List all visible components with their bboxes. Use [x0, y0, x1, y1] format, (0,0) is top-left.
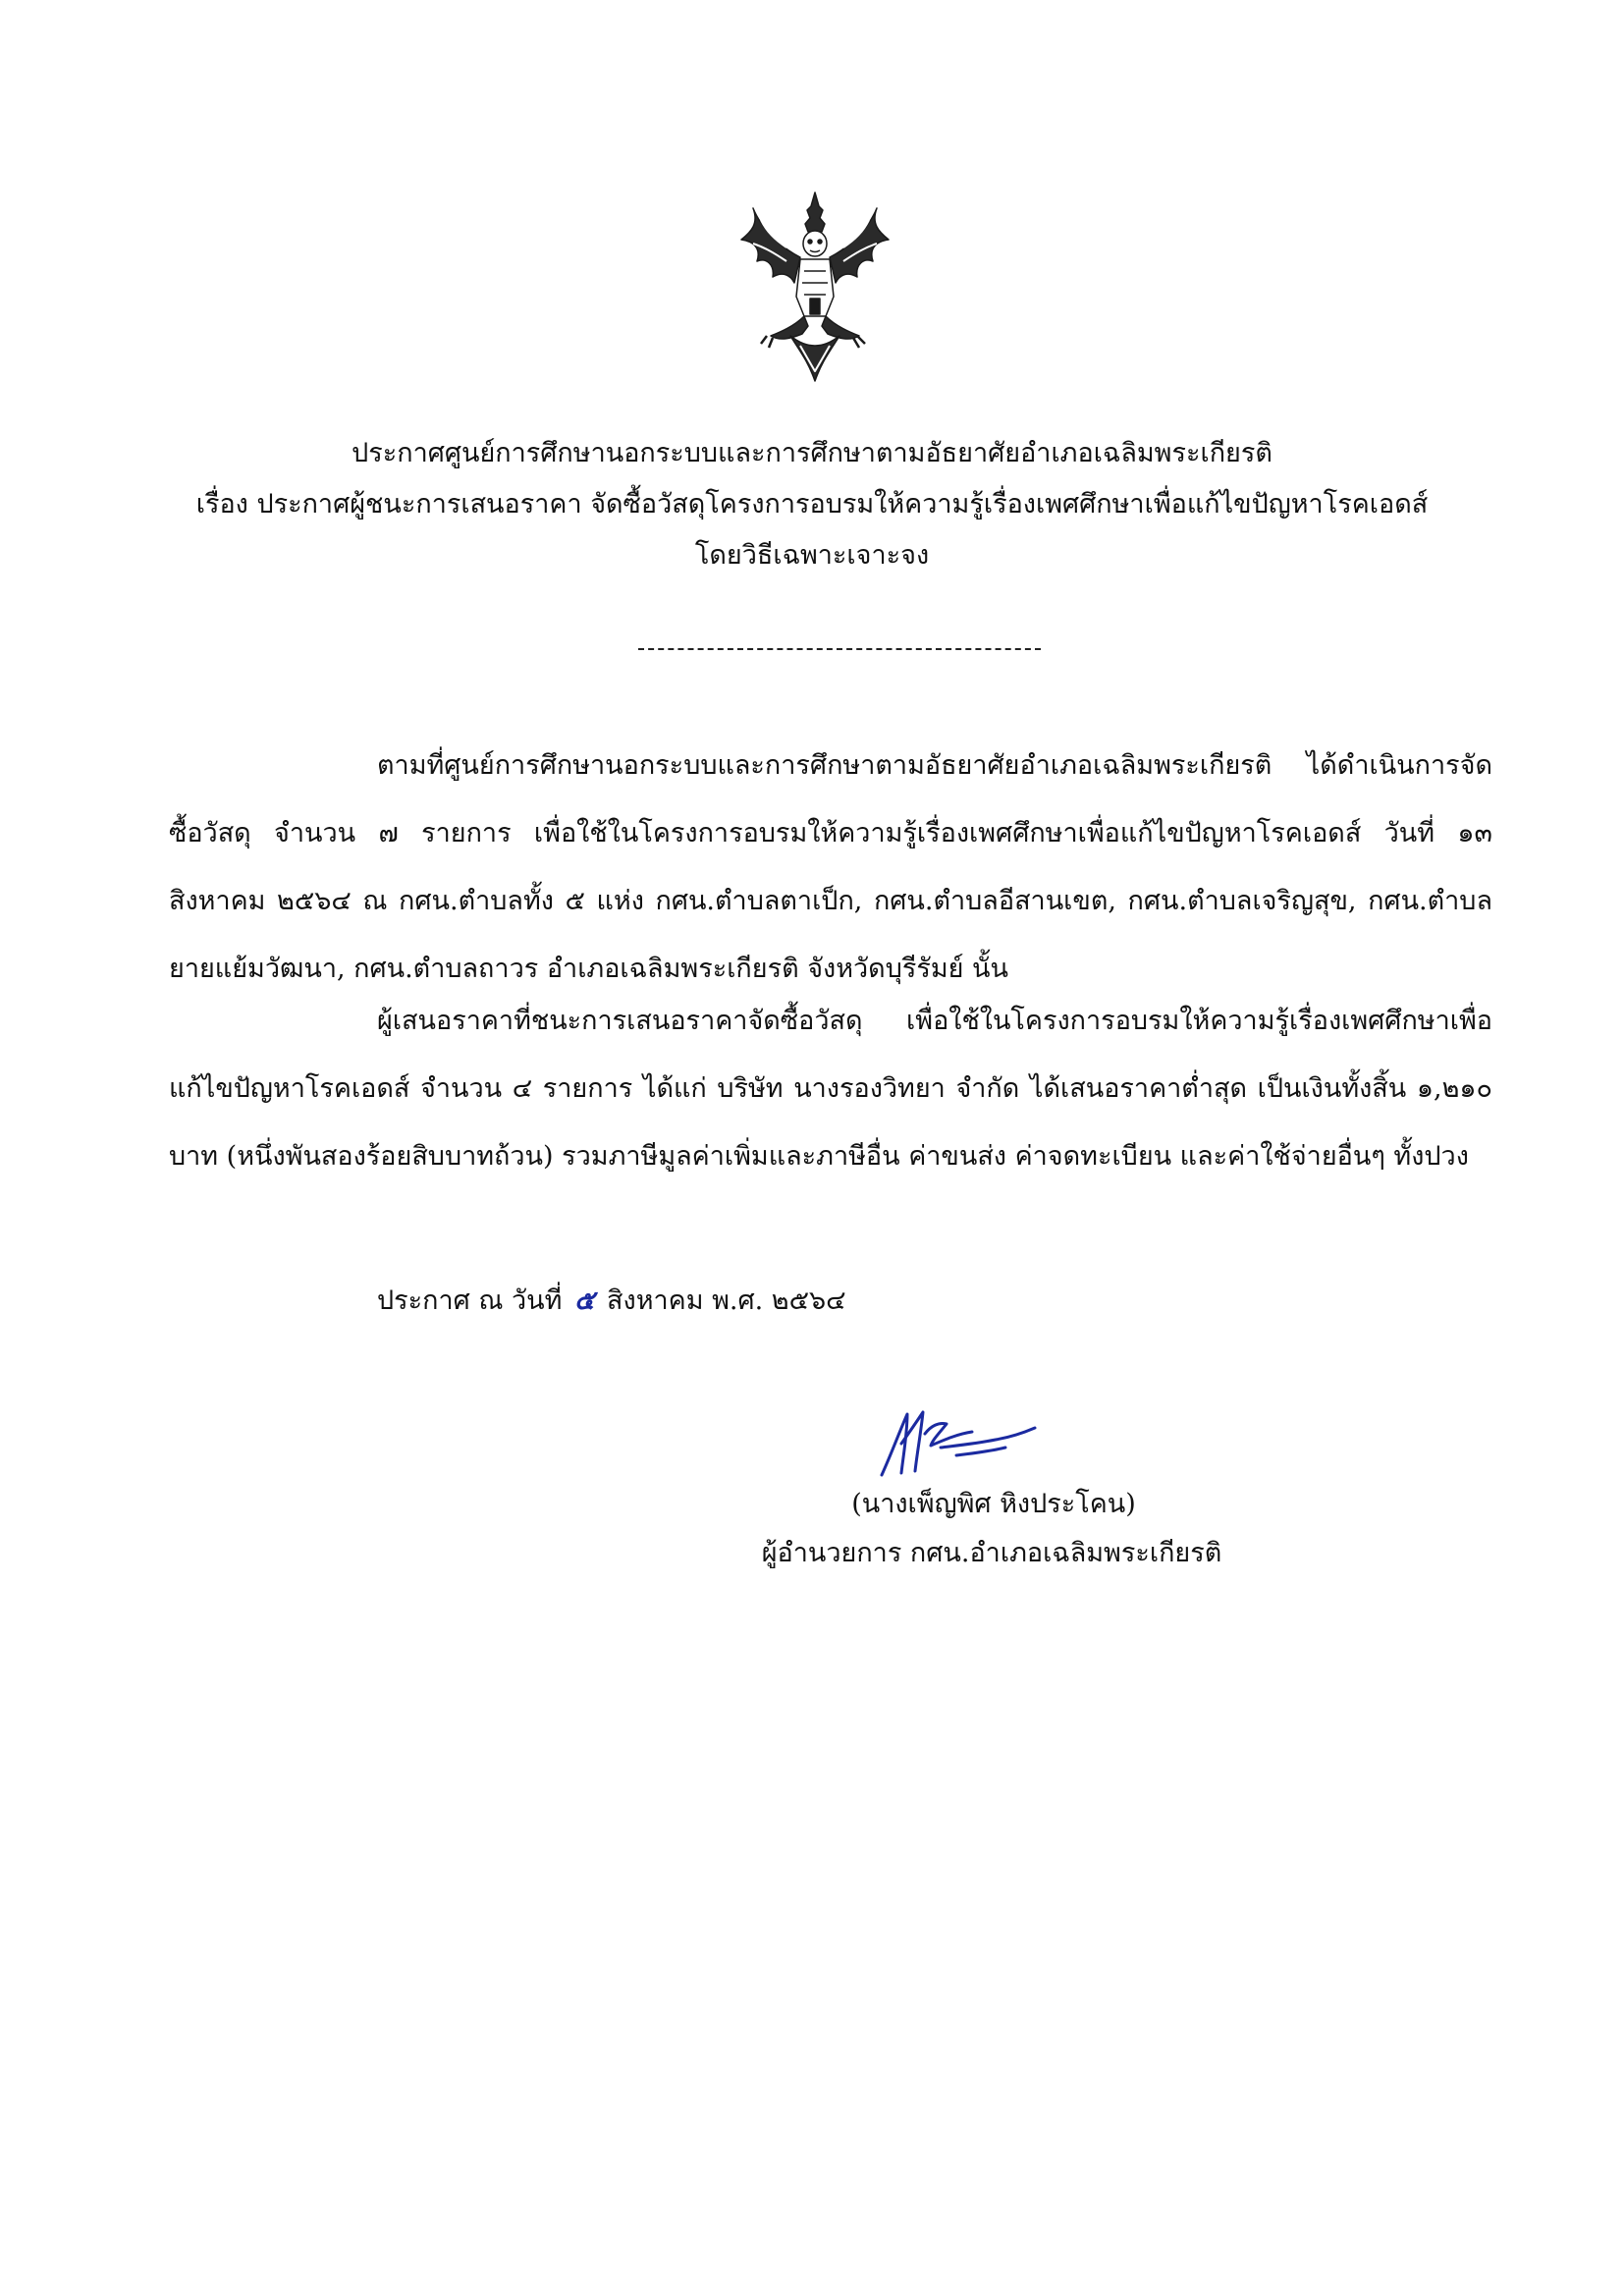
heading-divider [638, 648, 1041, 650]
signer-title: ผู้อำนวยการ กศน.อำเภอเฉลิมพระเกียรติ [761, 1538, 1222, 1568]
signer-name: (นางเพ็ญพิศ หิงประโคน) [851, 1489, 1136, 1519]
announcement-date [377, 1282, 846, 1321]
handwritten-signature-icon [874, 1404, 1060, 1483]
body-paragraph-2 [169, 987, 1492, 1190]
date-prefix: ประกาศ ณ วันที่ [377, 1285, 563, 1316]
body-paragraph-1 [169, 732, 1492, 1003]
announcement-subject: เรื่อง ประกาศผู้ชนะการเสนอราคา จัดซื้อวัสดุโครงการอบรมให้ความรู้เรื่องเพศศึกษาเพื่อแก้ไขปัญหาโรคเอดส์ [195, 489, 1429, 519]
date-suffix: สิงหาคม พ.ศ. ๒๕๖๔ [607, 1285, 846, 1316]
body-paragraph-2-text: ผู้เสนอราคาที่ชนะการเสนอราคาจัดซื้อวัสดุ เพื่อใช้ในโครงการอบรมให้ความรู้เรื่องเพศศึกษาเพื่อแก้ไขปัญหาโรคเอดส์ จำนวน ๔ รายการ ได้แก่ บริษัท นางรองวิทยา จำกัด ได้เสนอราคาต่ำสุด เป็นเงินทั้งสิ้น ๑,๒๑๐ บาท (หนึ่งพันสองร้อยสิบบาทถ้วน) รวมภาษีมูลค่าเพิ่มและภาษีอื่น ค่าขนส่ง ค่าจดทะเบียน และค่าใช้จ่ายอื่นๆ ทั้งปวง [169, 1006, 1492, 1172]
date-day: ๕ [574, 1285, 595, 1316]
body-paragraph-1-text: ตามที่ศูนย์การศึกษานอกระบบและการศึกษาตามอัธยาศัยอำเภอเฉลิมพระเกียรติ ได้ดำเนินการจัดซื้อวัสดุ จำนวน ๗ รายการ เพื่อใช้ในโครงการอบรมให้ความรู้เรื่องเพศศึกษาเพื่อแก้ไขปัญหาโรคเอดส์ วันที่ ๑๓ สิงหาคม ๒๕๖๔ ณ กศน.ตำบลทั้ง ๕ แห่ง กศน.ตำบลตาเป็ก, กศน.ตำบลอีสานเขต, กศน.ตำบลเจริญสุข, กศน.ตำบลยายแย้มวัฒนา, กศน.ตำบลถาวร อำเภอเฉลิมพระเกียรติ จังหวัดบุรีรัมย์ นั้น [169, 750, 1492, 984]
garuda-emblem-icon [731, 189, 898, 385]
announcement-heading: ประกาศศูนย์การศึกษานอกระบบและการศึกษาตามอัธยาศัยอำเภอเฉลิมพระเกียรติ [352, 438, 1272, 468]
announcement-method: โดยวิธีเฉพาะเจาะจง [694, 540, 930, 571]
